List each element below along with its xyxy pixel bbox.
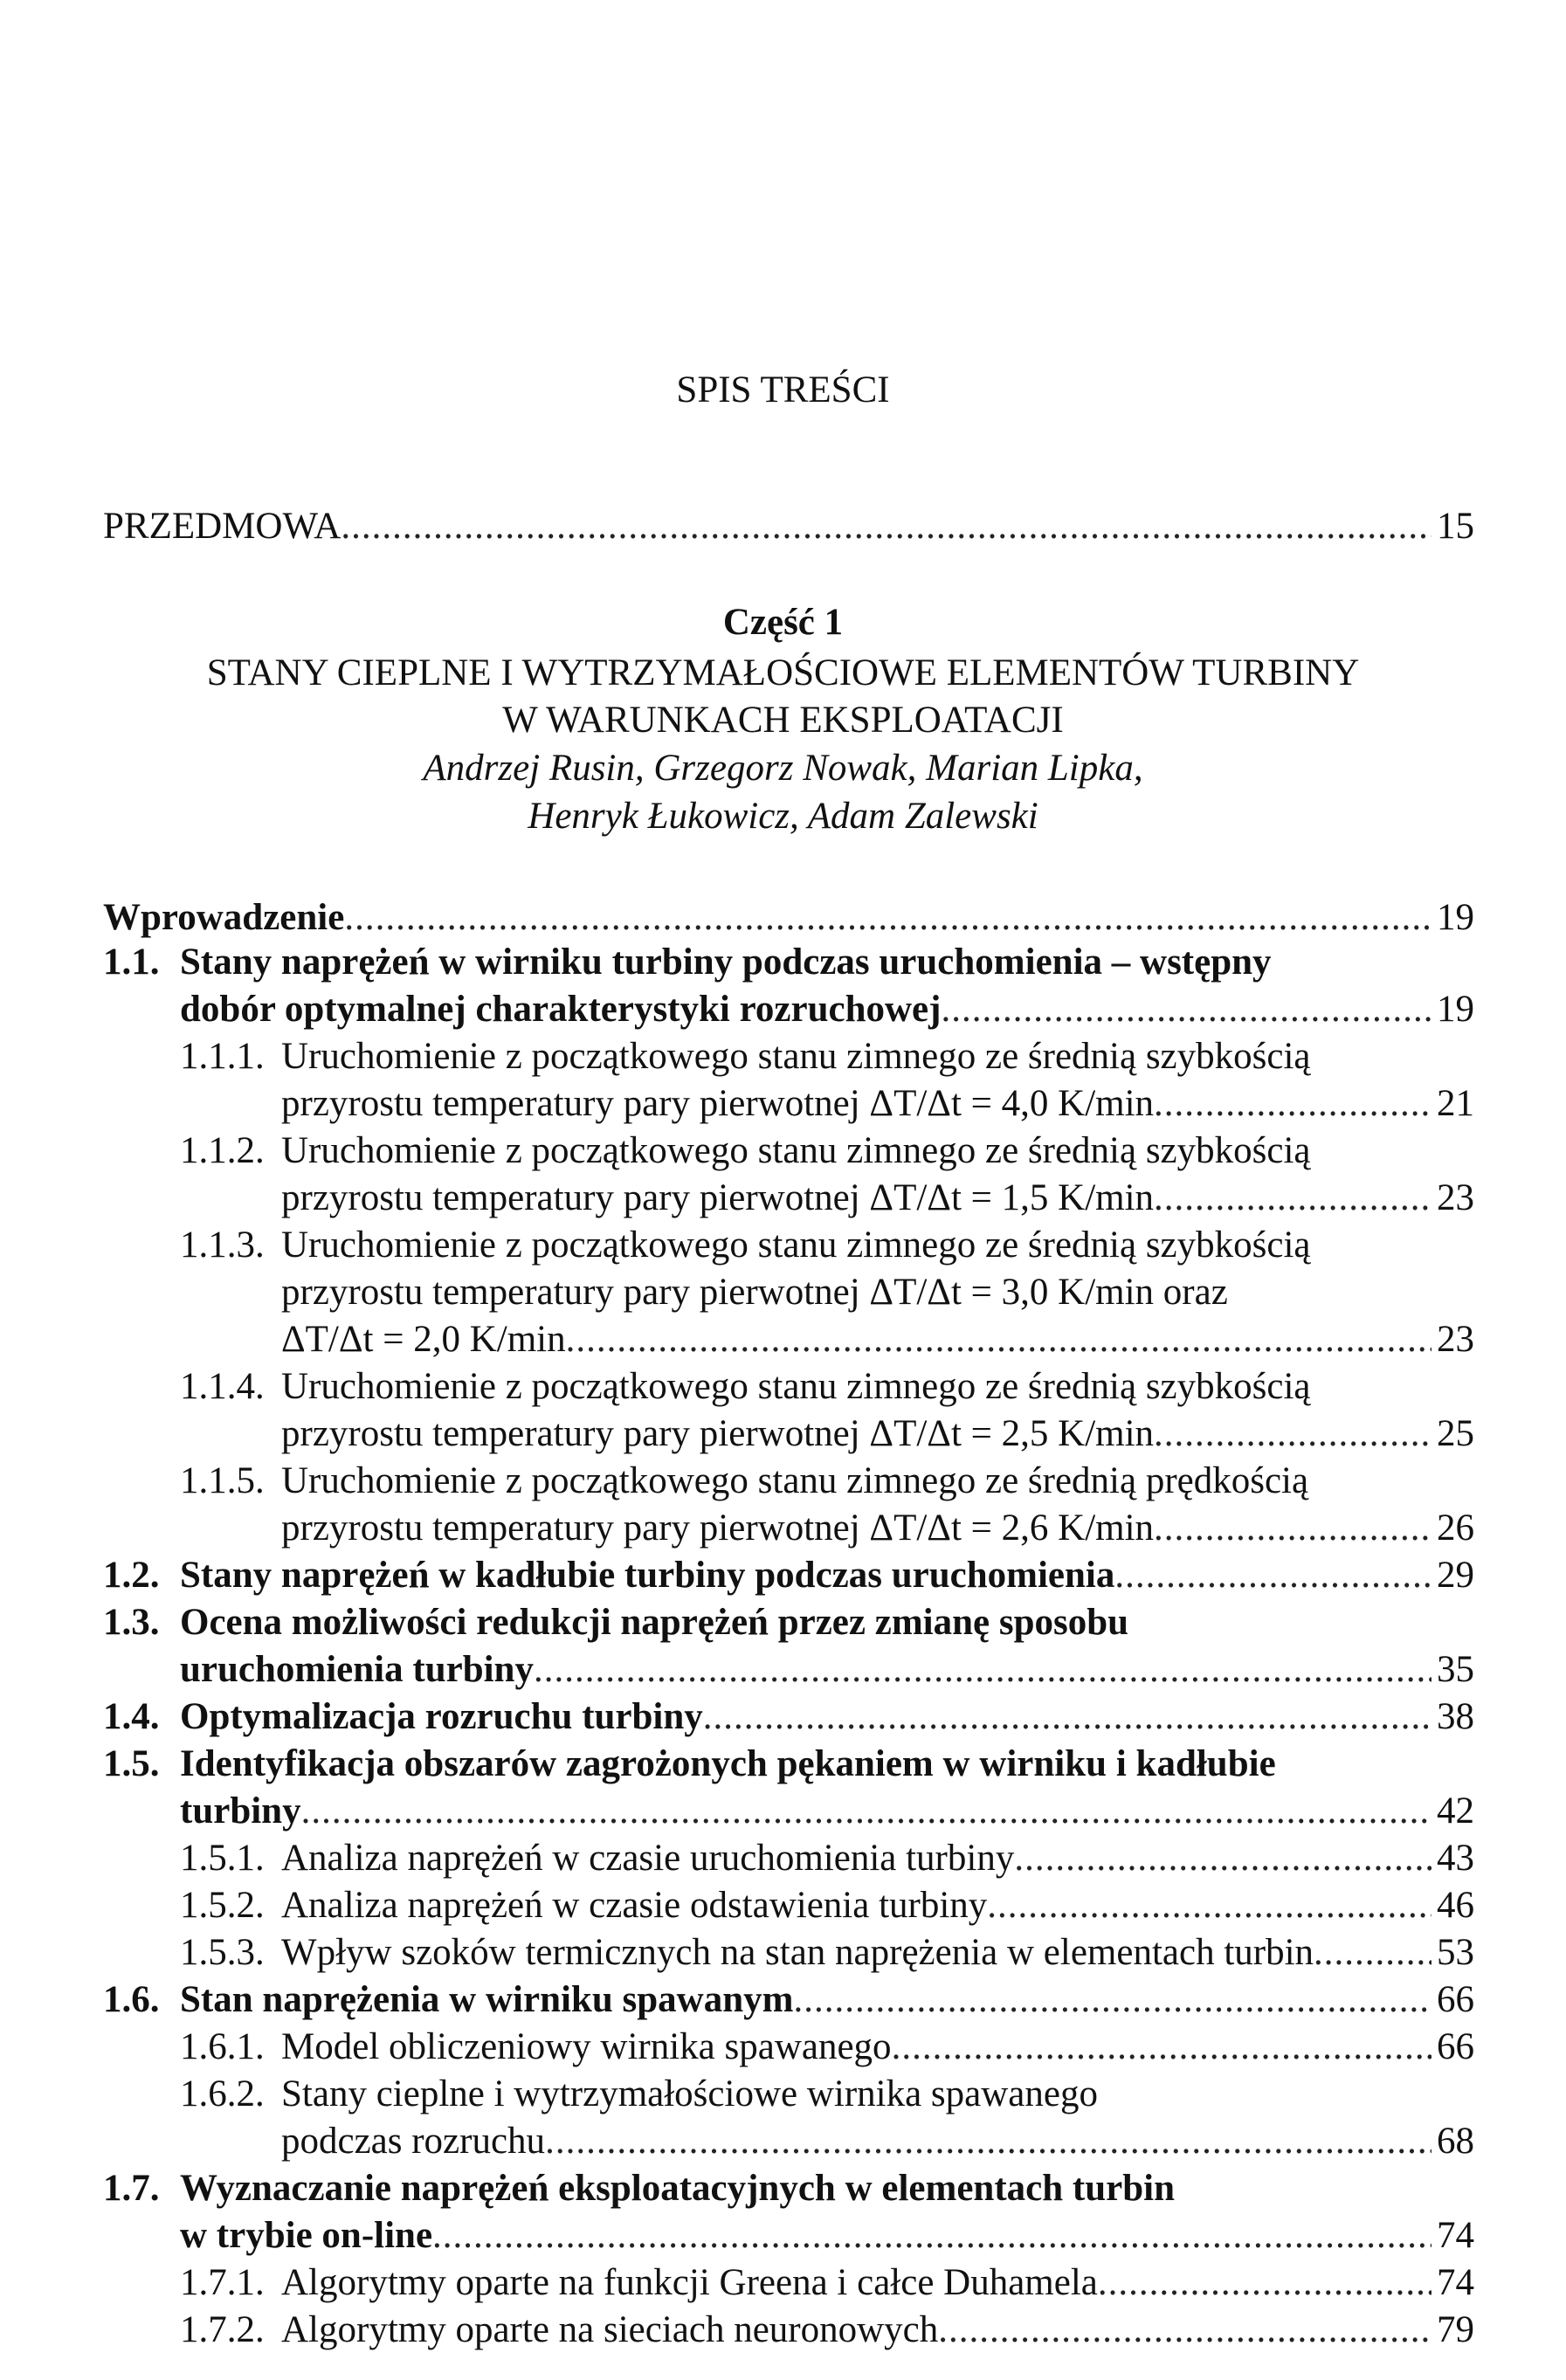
leader-dots xyxy=(301,1788,1431,1835)
toc-num-1-7-1: 1.7.1. xyxy=(180,2262,265,2303)
leader-dots xyxy=(987,1882,1431,1929)
toc-num-1-4: 1.4. xyxy=(103,1696,160,1737)
leader-dots xyxy=(938,2307,1431,2354)
toc-entry-1-1-2[interactable]: przyrostu temperatury pary pierwotnej ΔT/Δt = 1,5 K/min ..... 23 xyxy=(281,1175,1474,1222)
leader-dots xyxy=(344,894,1431,942)
toc-1-1-3-line1[interactable]: Uruchomienie z początkowego stanu zimnego ze średnią szybkością xyxy=(281,1224,1311,1266)
leader-dots xyxy=(341,503,1431,550)
toc-entry-1-7[interactable]: w trybie on-line ..... 74 xyxy=(180,2212,1474,2259)
leader-dots xyxy=(432,2212,1431,2259)
toc-page: 15 xyxy=(1437,506,1474,547)
toc-entry-1-6-2[interactable]: podczas rozruchu ..... 68 xyxy=(281,2118,1474,2165)
leader-dots xyxy=(534,1646,1431,1694)
toc-label: PRZEDMOWA xyxy=(103,506,341,547)
page-title: SPIS TREŚCI xyxy=(676,369,890,410)
toc-1-6-2-line1[interactable]: Stany cieplne i wytrzymałościowe wirnika spawanego xyxy=(281,2073,1098,2114)
toc-1-1-3-line2[interactable]: przyrostu temperatury pary pierwotnej ΔT/Δt = 3,0 K/min oraz xyxy=(281,1272,1228,1313)
toc-entry-1-1-5[interactable]: przyrostu temperatury pary pierwotnej ΔT/Δt = 2,6 K/min ..... 26 xyxy=(281,1505,1474,1552)
toc-entry-1-6-1[interactable]: Model obliczeniowy wirnika spawanego ..... 66 xyxy=(281,2024,1474,2071)
toc-entry-1-5-3[interactable]: Wpływ szoków termicznych na stan naprężenia w elementach turbin ..... 53 xyxy=(281,1929,1474,1976)
toc-num-1-6: 1.6. xyxy=(103,1979,160,2020)
toc-1-1-line1[interactable]: Stany naprężeń w wirniku turbiny podczas uruchomienia – wstępny xyxy=(180,942,1272,983)
toc-num-1-7-2: 1.7.2. xyxy=(180,2309,265,2350)
toc-entry-1-7-1[interactable]: Algorytmy oparte na funkcji Greena i całce Duhamela ..... 74 xyxy=(281,2259,1474,2307)
leader-dots xyxy=(566,1316,1431,1363)
toc-1-1-1-line1[interactable]: Uruchomienie z początkowego stanu zimnego ze średnią szybkością xyxy=(281,1036,1311,1077)
leader-dots xyxy=(1314,1929,1431,1976)
toc-num-1-1-3: 1.1.3. xyxy=(180,1224,265,1266)
part-authors-line2: Henryk Łukowicz, Adam Zalewski xyxy=(528,796,1038,837)
leader-dots xyxy=(703,1694,1431,1741)
toc-num-1-1-1: 1.1.1. xyxy=(180,1036,265,1077)
toc-num-1-1-5: 1.1.5. xyxy=(180,1460,265,1501)
toc-entry-1-5-1[interactable]: Analiza naprężeń w czasie uruchomienia turbiny ..... 43 xyxy=(281,1835,1474,1882)
toc-num-1-7: 1.7. xyxy=(103,2168,160,2209)
leader-dots xyxy=(941,986,1431,1033)
toc-entry-preface[interactable] xyxy=(103,503,1474,550)
leader-dots xyxy=(1154,1411,1431,1458)
toc-num-1-6-2: 1.6.2. xyxy=(180,2073,265,2114)
toc-num-1-2: 1.2. xyxy=(103,1555,160,1596)
toc-num-1-5-1: 1.5.1. xyxy=(180,1838,265,1879)
toc-1-1-2-line1[interactable]: Uruchomienie z początkowego stanu zimnego ze średnią szybkością xyxy=(281,1130,1311,1171)
toc-num-1-6-1: 1.6.1. xyxy=(180,2026,265,2067)
toc-entry-intro[interactable]: Wprowadzenie ..... 19 xyxy=(103,894,1474,942)
toc-entry-1-1-3[interactable]: ΔT/Δt = 2,0 K/min ..... 23 xyxy=(281,1316,1474,1363)
toc-num-1-1-4: 1.1.4. xyxy=(180,1366,265,1407)
toc-entry-1-2[interactable]: Stany naprężeń w kadłubie turbiny podczas uruchomienia ..... 29 xyxy=(180,1552,1474,1599)
toc-1-3-line1[interactable]: Ocena możliwości redukcji naprężeń przez zmianę sposobu xyxy=(180,1602,1129,1643)
toc-1-7-line1[interactable]: Wyznaczanie naprężeń eksploatacyjnych w elementach turbin xyxy=(180,2168,1175,2209)
toc-num-1-1-2: 1.1.2. xyxy=(180,1130,265,1171)
toc-1-1-4-line1[interactable]: Uruchomienie z początkowego stanu zimnego ze średnią szybkością xyxy=(281,1366,1311,1407)
toc-entry-1-3[interactable]: uruchomienia turbiny ..... 35 xyxy=(180,1646,1474,1694)
toc-num-1-5-3: 1.5.3. xyxy=(180,1932,265,1973)
toc-1-5-line1[interactable]: Identyfikacja obszarów zagrożonych pękaniem w wirniku i kadłubie xyxy=(180,1743,1276,1784)
toc-entry-1-5[interactable]: turbiny ..... 42 xyxy=(180,1788,1474,1835)
leader-dots xyxy=(1114,1552,1431,1599)
toc-entry-1-1-1[interactable]: przyrostu temperatury pary pierwotnej ΔT/Δt = 4,0 K/min ..... 21 xyxy=(281,1080,1474,1128)
part-authors-line1: Andrzej Rusin, Grzegorz Nowak, Marian Lipka, xyxy=(423,748,1143,789)
toc-num-1-1: 1.1. xyxy=(103,942,160,983)
part-title-line2: W WARUNKACH EKSPLOATACJI xyxy=(502,700,1064,741)
toc-entry-1-4[interactable]: Optymalizacja rozruchu turbiny ..... 38 xyxy=(180,1694,1474,1741)
toc-num-1-5-2: 1.5.2. xyxy=(180,1885,265,1926)
toc-1-1-5-line1[interactable]: Uruchomienie z początkowego stanu zimnego ze średnią prędkością xyxy=(281,1460,1309,1501)
leader-dots xyxy=(1154,1175,1431,1222)
toc-num-1-3: 1.3. xyxy=(103,1602,160,1643)
leader-dots xyxy=(1098,2259,1431,2307)
toc-entry-1-1-4[interactable]: przyrostu temperatury pary pierwotnej ΔT/Δt = 2,5 K/min ..... 25 xyxy=(281,1411,1474,1458)
part-label: Część 1 xyxy=(722,602,844,643)
leader-dots xyxy=(793,1976,1431,2024)
leader-dots xyxy=(1014,1835,1431,1882)
leader-dots xyxy=(545,2118,1431,2165)
toc-entry-1-7-2[interactable]: Algorytmy oparte na sieciach neuronowych ..... 79 xyxy=(281,2307,1474,2354)
part-title-line1: STANY CIEPLNE I WYTRZYMAŁOŚCIOWE ELEMENTÓW TURBINY xyxy=(206,652,1360,693)
toc-entry-1-1[interactable]: dobór optymalnej charakterystyki rozruchowej ..... 19 xyxy=(180,986,1474,1033)
toc-entry-1-5-2[interactable]: Analiza naprężeń w czasie odstawienia turbiny ..... 46 xyxy=(281,1882,1474,1929)
leader-dots xyxy=(892,2024,1431,2071)
leader-dots xyxy=(1154,1505,1431,1552)
toc-entry-1-6[interactable]: Stan naprężenia w wirniku spawanym ..... 66 xyxy=(180,1976,1474,2024)
toc-num-1-5: 1.5. xyxy=(103,1743,160,1784)
leader-dots xyxy=(1154,1080,1431,1128)
